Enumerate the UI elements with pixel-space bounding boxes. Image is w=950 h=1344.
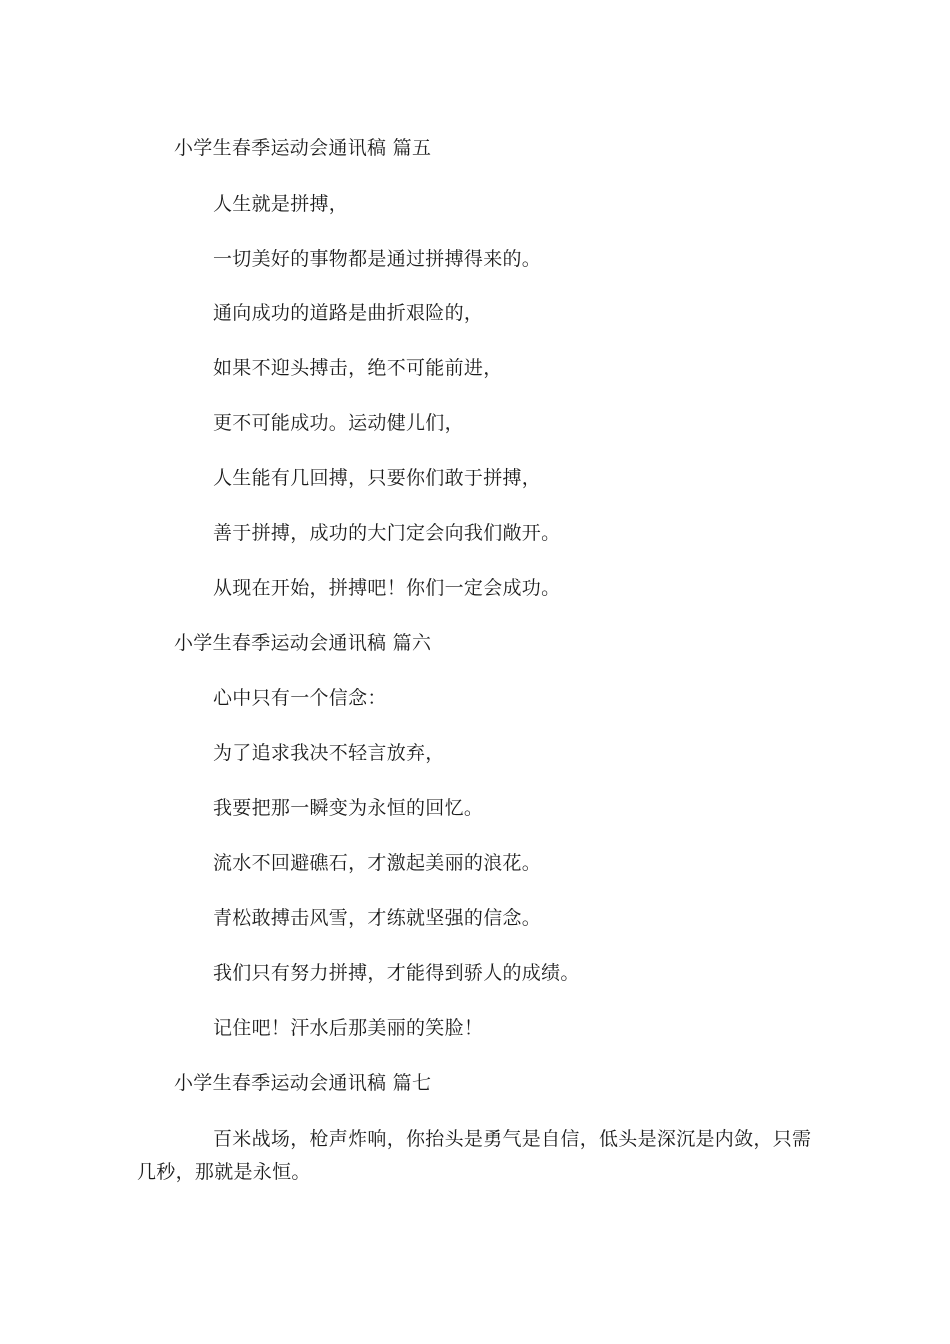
- text-line: 善于拼搏，成功的大门定会向我们敞开。: [213, 522, 561, 544]
- text-line: 通向成功的道路是曲折艰险的，: [213, 302, 484, 324]
- text-line: 心中只有一个信念：: [213, 687, 387, 709]
- paragraph-line: 百米战场，枪声炸响，你抬头是勇气是自信，低头是深沉是内敛，只需: [213, 1128, 812, 1150]
- text-line: 更不可能成功。运动健儿们，: [213, 412, 464, 434]
- text-line: 一切美好的事物都是通过拼搏得来的。: [213, 248, 542, 270]
- section-heading: 小学生春季运动会通讯稿 篇七: [174, 1072, 432, 1094]
- text-line: 青松敢搏击风雪，才练就坚强的信念。: [213, 907, 542, 929]
- text-line: 我们只有努力拼搏，才能得到骄人的成绩。: [213, 962, 580, 984]
- paragraph-line: 几秒，那就是永恒。: [137, 1161, 311, 1183]
- text-line: 人生就是拼搏，: [213, 193, 349, 215]
- text-line: 我要把那一瞬变为永恒的回忆。: [213, 797, 484, 819]
- text-line: 流水不回避礁石，才激起美丽的浪花。: [213, 852, 542, 874]
- section-heading: 小学生春季运动会通讯稿 篇五: [174, 137, 432, 159]
- text-line: 记住吧！汗水后那美丽的笑脸！: [213, 1017, 484, 1039]
- section-heading: 小学生春季运动会通讯稿 篇六: [174, 632, 432, 654]
- text-line: 如果不迎头搏击，绝不可能前进，: [213, 357, 503, 379]
- text-line: 人生能有几回搏，只要你们敢于拼搏，: [213, 467, 542, 489]
- text-line: 从现在开始，拼搏吧！你们一定会成功。: [213, 577, 561, 599]
- text-line: 为了追求我决不轻言放弃，: [213, 742, 445, 764]
